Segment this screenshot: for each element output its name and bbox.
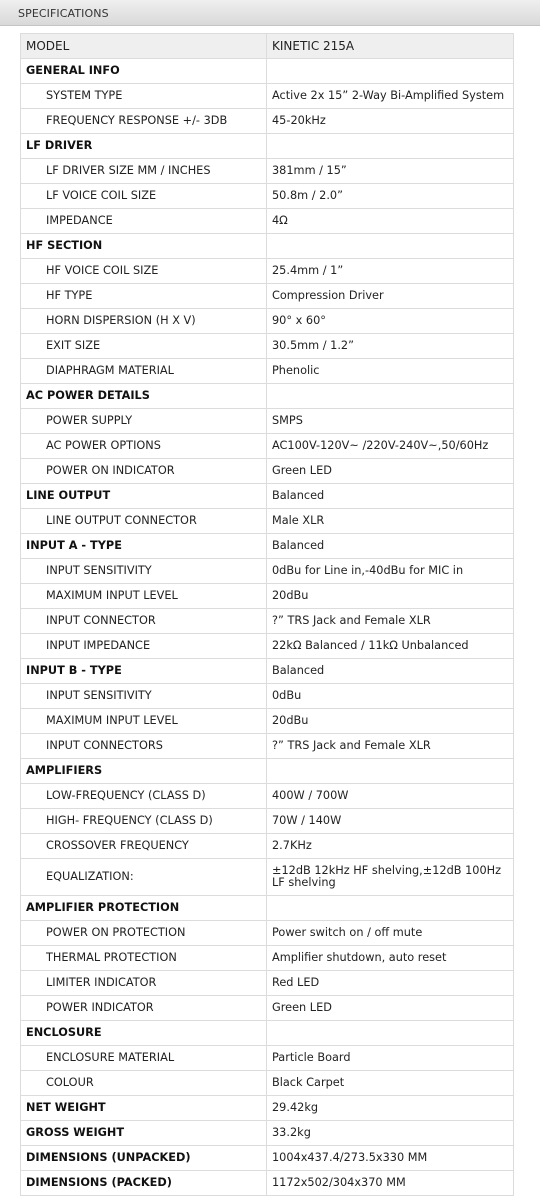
section-row	[21, 1146, 514, 1171]
spec-value: 4Ω	[267, 209, 514, 234]
spec-row	[21, 684, 514, 709]
spec-row	[21, 709, 514, 734]
spec-value: 0dBu for Line in,-40dBu for MIC in	[267, 559, 514, 584]
spec-row	[21, 459, 514, 484]
spec-row	[21, 409, 514, 434]
section-title: SPECIFICATIONS	[18, 7, 109, 20]
spec-label: LIMITER INDICATOR	[21, 971, 267, 996]
spec-label: HIGH- FREQUENCY (CLASS D)	[21, 809, 267, 834]
section-row	[21, 534, 514, 559]
spec-value: Amplifier shutdown, auto reset	[267, 946, 514, 971]
spec-value: 2.7KHz	[267, 834, 514, 859]
spec-label: EXIT SIZE	[21, 334, 267, 359]
section-heading: DIMENSIONS (PACKED)	[21, 1171, 267, 1196]
spec-value: KINETIC 215A	[267, 34, 514, 59]
spec-value	[267, 59, 514, 84]
spec-label: INPUT IMPEDANCE	[21, 634, 267, 659]
spec-value: 1172x502/304x370 MM	[267, 1171, 514, 1196]
section-row	[21, 234, 514, 259]
spec-label: MAXIMUM INPUT LEVEL	[21, 584, 267, 609]
spec-label: POWER INDICATOR	[21, 996, 267, 1021]
spec-label: POWER SUPPLY	[21, 409, 267, 434]
section-row	[21, 384, 514, 409]
spec-value: Red LED	[267, 971, 514, 996]
section-row	[21, 896, 514, 921]
spec-value: Green LED	[267, 996, 514, 1021]
spec-row	[21, 996, 514, 1021]
spec-value: 50.8m / 2.0”	[267, 184, 514, 209]
spec-label: IMPEDANCE	[21, 209, 267, 234]
spec-value: 0dBu	[267, 684, 514, 709]
spec-label: LF DRIVER SIZE MM / INCHES	[21, 159, 267, 184]
spec-value: 1004x437.4/273.5x330 MM	[267, 1146, 514, 1171]
spec-label: INPUT SENSITIVITY	[21, 559, 267, 584]
spec-label: CROSSOVER FREQUENCY	[21, 834, 267, 859]
spec-label: POWER ON PROTECTION	[21, 921, 267, 946]
spec-row	[21, 359, 514, 384]
spec-value: ?” TRS Jack and Female XLR	[267, 734, 514, 759]
section-heading: GENERAL INFO	[21, 59, 267, 84]
specifications-table	[20, 33, 514, 1196]
spec-row	[21, 859, 514, 896]
section-heading: INPUT A - TYPE	[21, 534, 267, 559]
section-row	[21, 134, 514, 159]
spec-label: MAXIMUM INPUT LEVEL	[21, 709, 267, 734]
spec-row	[21, 809, 514, 834]
spec-row	[21, 509, 514, 534]
model-row	[21, 34, 514, 59]
section-heading: GROSS WEIGHT	[21, 1121, 267, 1146]
spec-row	[21, 259, 514, 284]
spec-label: EQUALIZATION:	[21, 859, 267, 896]
spec-row	[21, 609, 514, 634]
spec-value: Active 2x 15” 2-Way Bi-Amplified System	[267, 84, 514, 109]
spec-label: INPUT SENSITIVITY	[21, 684, 267, 709]
section-row	[21, 1171, 514, 1196]
spec-value	[267, 896, 514, 921]
section-row	[21, 759, 514, 784]
spec-value: ±12dB 12kHz HF shelving,±12dB 100Hz LF shelving	[267, 859, 514, 896]
spec-value	[267, 134, 514, 159]
spec-value: 20dBu	[267, 584, 514, 609]
section-heading: AMPLIFIERS	[21, 759, 267, 784]
spec-row	[21, 1046, 514, 1071]
spec-value: Phenolic	[267, 359, 514, 384]
spec-label: HORN DISPERSION (H X V)	[21, 309, 267, 334]
spec-value: 90° x 60°	[267, 309, 514, 334]
section-heading: NET WEIGHT	[21, 1096, 267, 1121]
spec-value: 70W / 140W	[267, 809, 514, 834]
spec-value: 30.5mm / 1.2”	[267, 334, 514, 359]
spec-value: Particle Board	[267, 1046, 514, 1071]
spec-value: 25.4mm / 1”	[267, 259, 514, 284]
spec-value: SMPS	[267, 409, 514, 434]
spec-value	[267, 234, 514, 259]
section-row	[21, 659, 514, 684]
spec-value: Black Carpet	[267, 1071, 514, 1096]
spec-label: HF TYPE	[21, 284, 267, 309]
spec-row	[21, 734, 514, 759]
spec-label: COLOUR	[21, 1071, 267, 1096]
spec-row	[21, 1071, 514, 1096]
specifications-header	[0, 0, 540, 26]
spec-row	[21, 159, 514, 184]
spec-label: FREQUENCY RESPONSE +/- 3DB	[21, 109, 267, 134]
spec-value: 381mm / 15”	[267, 159, 514, 184]
spec-row	[21, 434, 514, 459]
spec-label: LINE OUTPUT CONNECTOR	[21, 509, 267, 534]
spec-row	[21, 559, 514, 584]
spec-value: Balanced	[267, 659, 514, 684]
section-heading: ENCLOSURE	[21, 1021, 267, 1046]
section-heading: AMPLIFIER PROTECTION	[21, 896, 267, 921]
section-heading: HF SECTION	[21, 234, 267, 259]
spec-label: AC POWER OPTIONS	[21, 434, 267, 459]
spec-row	[21, 584, 514, 609]
spec-label: INPUT CONNECTOR	[21, 609, 267, 634]
spec-value: Balanced	[267, 484, 514, 509]
spec-row	[21, 946, 514, 971]
spec-row	[21, 184, 514, 209]
spec-row	[21, 971, 514, 996]
spec-row	[21, 209, 514, 234]
spec-value: 45-20kHz	[267, 109, 514, 134]
spec-label: DIAPHRAGM MATERIAL	[21, 359, 267, 384]
spec-row	[21, 921, 514, 946]
spec-value	[267, 1021, 514, 1046]
spec-label: LOW-FREQUENCY (CLASS D)	[21, 784, 267, 809]
section-row	[21, 59, 514, 84]
section-heading: LINE OUTPUT	[21, 484, 267, 509]
spec-value: AC100V-120V~ /220V-240V~,50/60Hz	[267, 434, 514, 459]
spec-row	[21, 284, 514, 309]
section-row	[21, 484, 514, 509]
section-row	[21, 1121, 514, 1146]
spec-row	[21, 309, 514, 334]
section-heading: DIMENSIONS (UNPACKED)	[21, 1146, 267, 1171]
spec-row	[21, 784, 514, 809]
spec-label: HF VOICE COIL SIZE	[21, 259, 267, 284]
section-row	[21, 1021, 514, 1046]
spec-row	[21, 834, 514, 859]
section-heading: AC POWER DETAILS	[21, 384, 267, 409]
spec-value: ?” TRS Jack and Female XLR	[267, 609, 514, 634]
spec-value: Power switch on / off mute	[267, 921, 514, 946]
spec-value: 22kΩ Balanced / 11kΩ Unbalanced	[267, 634, 514, 659]
spec-label: INPUT CONNECTORS	[21, 734, 267, 759]
specifications-body	[21, 34, 514, 1196]
section-heading: INPUT B - TYPE	[21, 659, 267, 684]
spec-value: Compression Driver	[267, 284, 514, 309]
section-heading: LF DRIVER	[21, 134, 267, 159]
spec-value: Balanced	[267, 534, 514, 559]
spec-label: SYSTEM TYPE	[21, 84, 267, 109]
spec-label: MODEL	[21, 34, 267, 59]
spec-value	[267, 384, 514, 409]
spec-value: 400W / 700W	[267, 784, 514, 809]
spec-label: LF VOICE COIL SIZE	[21, 184, 267, 209]
spec-row	[21, 634, 514, 659]
spec-value	[267, 759, 514, 784]
spec-row	[21, 84, 514, 109]
spec-value: Green LED	[267, 459, 514, 484]
spec-value: 20dBu	[267, 709, 514, 734]
spec-label: POWER ON INDICATOR	[21, 459, 267, 484]
spec-value: Male XLR	[267, 509, 514, 534]
spec-value: 29.42kg	[267, 1096, 514, 1121]
spec-row	[21, 334, 514, 359]
spec-label: ENCLOSURE MATERIAL	[21, 1046, 267, 1071]
section-row	[21, 1096, 514, 1121]
spec-row	[21, 109, 514, 134]
spec-value: 33.2kg	[267, 1121, 514, 1146]
spec-label: THERMAL PROTECTION	[21, 946, 267, 971]
